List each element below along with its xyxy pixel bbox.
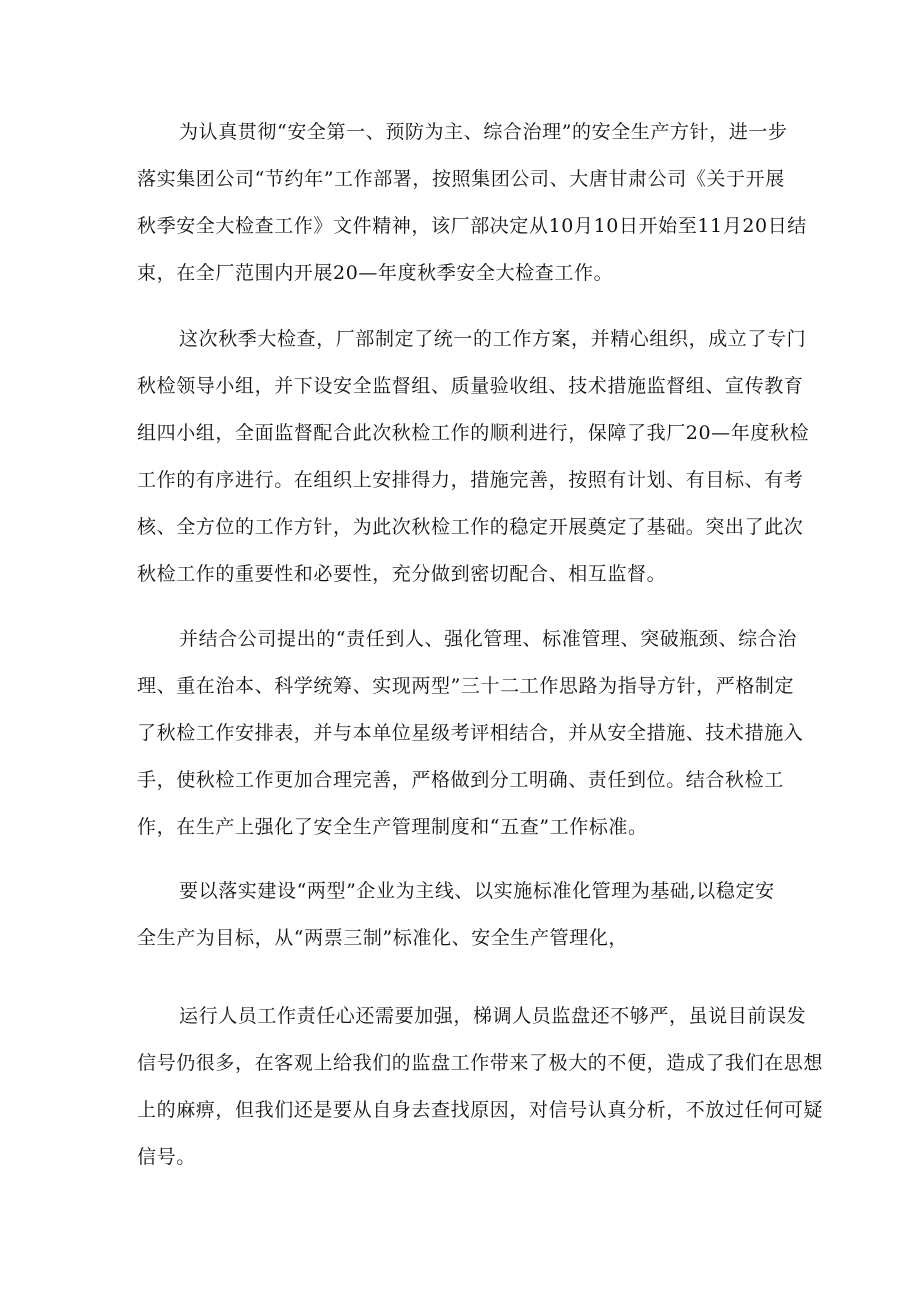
text-line: 秋检工作的重要性和必要性，充分做到密切配合、相互监督。: [137, 563, 667, 585]
text-line: 要以落实建设“两型”企业为主线、以实施标准化管理为基础,以稳定安: [179, 880, 775, 902]
text-line: 秋检领导小组，并下设安全监督组、质量验收组、技术措施监督组、宣传教育: [137, 375, 804, 397]
text-line: 落实集团公司“节约年”工作部署，按照集团公司、大唐甘肃公司《关于开展: [137, 168, 785, 190]
paragraph-3: [137, 616, 804, 851]
text-line: 这次秋季大检查，厂部制定了统一的工作方案，并精心组织，成立了专门: [179, 328, 807, 350]
paragraph-2: [137, 316, 810, 598]
text-line: 为认真贯彻“安全第一、预防为主、综合治理”的安全生产方针，进一步: [179, 121, 788, 143]
text-line: 并结合公司提出的“责任到人、强化管理、标准管理、突破瓶颈、综合治: [179, 628, 797, 650]
text-line: 工作的有序进行。在组织上安排得力，措施完善，按照有计划、有目标、有考: [137, 469, 804, 491]
text-line: 全生产为目标，从“两票三制”标准化、安全生产管理化，: [137, 927, 629, 949]
text-line: 上的麻痹，但我们还是要从自身去查找原因，对信号认真分析，不放过任何可疑: [137, 1099, 824, 1121]
text-line: 束，在全厂范围内开展20—年度秋季安全大检查工作。: [137, 262, 614, 284]
text-line: 了秋检工作安排表，并与本单位星级考评相结合，并从安全措施、技术措施入: [137, 722, 804, 744]
text-line: 核、全方位的工作方针，为此次秋检工作的稳定开展奠定了基础。突出了此次: [137, 516, 804, 538]
paragraph-1: [137, 109, 807, 297]
paragraph-5: [137, 993, 824, 1181]
text-line: 信号仍很多，在客观上给我们的监盘工作带来了极大的不便，造成了我们在思想: [137, 1052, 824, 1074]
text-line: 组四小组，全面监督配合此次秋检工作的顺利进行，保障了我厂20—年度秋检: [137, 422, 810, 444]
text-line: 理、重在治本、科学统筹、实现两型”三十二工作思路为指导方针，严格制定: [137, 675, 795, 697]
text-line: 运行人员工作责任心还需要加强，梯调人员监盘还不够严，虽说目前误发: [179, 1005, 807, 1027]
text-line: 秋季安全大检查工作》文件精神，该厂部决定从10月10日开始至11月20日结: [137, 215, 807, 237]
paragraph-4: [137, 868, 787, 962]
text-line: 信号。: [137, 1146, 196, 1168]
text-line: 作，在生产上强化了安全生产管理制度和“五查”工作标准。: [137, 816, 648, 838]
text-line: 手，使秋检工作更加合理完善，严格做到分工明确、责任到位。结合秋检工: [137, 769, 784, 791]
